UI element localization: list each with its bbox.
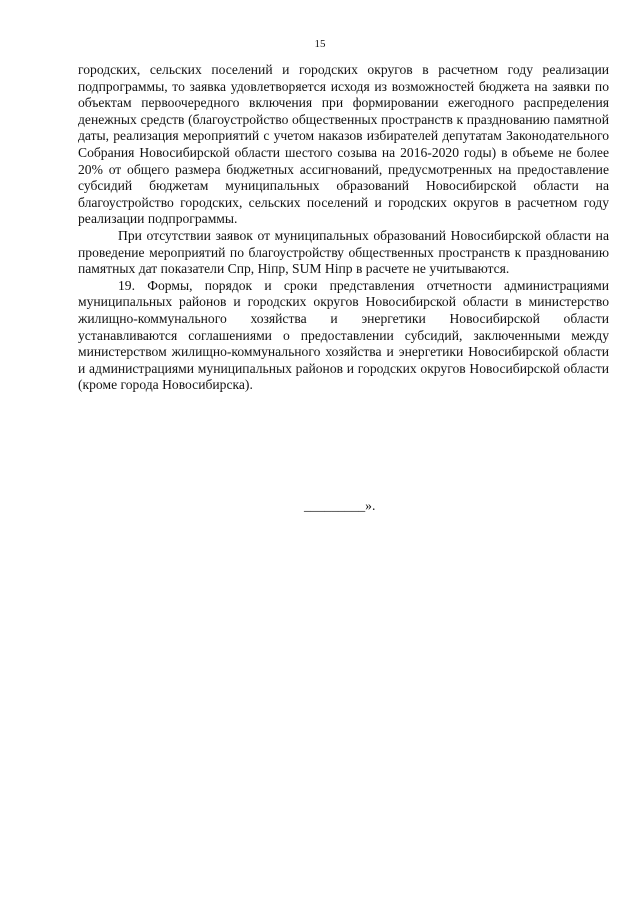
paragraph-no-applications: При отсутствии заявок от муниципальных образований Новосибирской области на проведение мероприятий по благоустройству общественных пространств к празднованию памятных дат показатели Спр, Нiпр, SUM Нiпр в расчете не учитываются.	[78, 227, 609, 277]
page-number: 15	[314, 38, 326, 50]
paragraph-item-19: 19. Формы, порядок и сроки представления отчетности администрациями муниципальных районов и городских округов Новосибирской области в министерство жилищно-коммунального хозяйства и энергетики Новосибирской области устанавливаются соглашениями о предоставлении субсидий, заключенными между министерством жилищно-коммунального хозяйства и энергетики Новосибирской области и администрациями муниципальных районов и городских округов Новосибирской области (кроме города Новосибирска).	[78, 277, 609, 393]
paragraph-continuation: городских, сельских поселений и городских округов в расчетном году реализации подпрограммы, то заявка удовлетворяется исходя из возможностей бюджета на заявки по объектам первоочередного включения при формировании ежегодного распределения денежных средств (благоустройство общественных пространств к празднованию памятной даты, реализация мероприятий с учетом наказов избирателей депутатам Законодательного Собрания Новосибирской области шестого созыва на 2016-2020 годы) в объеме не более 20% от общего размера бюджетных ассигнований, предусмотренных на предоставление субсидий бюджетам муниципальных образований Новосибирской области на благоустройство городских, сельских поселений и городских округов в расчетном году реализации подпрограммы.	[78, 62, 609, 227]
document-body	[78, 62, 609, 394]
closing-quote-mark: _________».	[304, 498, 376, 513]
